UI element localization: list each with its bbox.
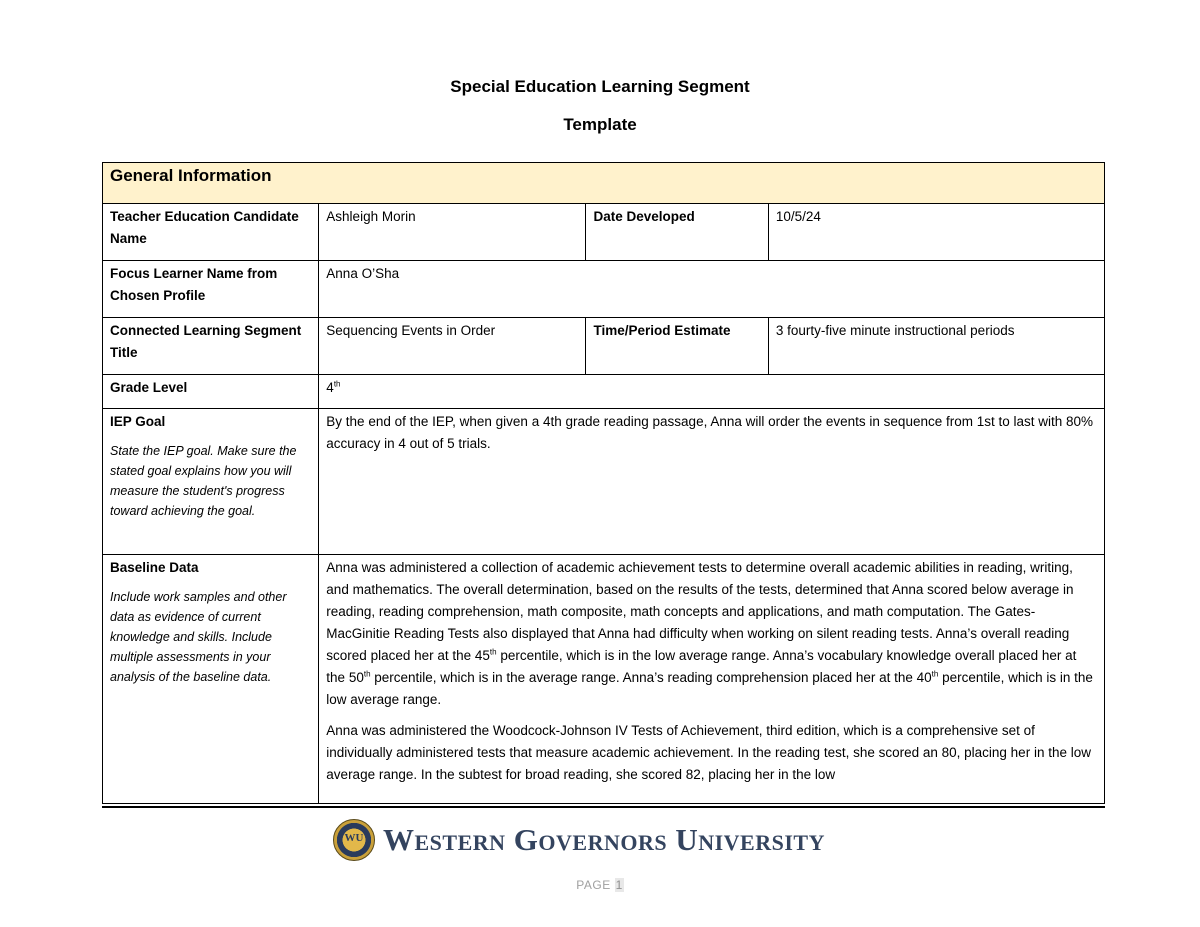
grade-level-label: Grade Level	[103, 375, 319, 409]
time-estimate-label: Time/Period Estimate	[586, 318, 768, 375]
page-number	[0, 878, 1200, 892]
baseline-paragraph-2: Anna was administered the Woodcock-Johnson IV Tests of Achievement, third edition, which is a comprehensive set of individually administered tests that measure academic achievement. In the reading test, she scored an 80, placing her in the low average range. In the subtest for broad reading, she scored 82, placing her in the low	[326, 723, 1091, 782]
page-label: PAGE	[576, 878, 611, 892]
general-information-table	[102, 162, 1105, 804]
page-number-value: 1	[615, 878, 623, 892]
document-title: Special Education Learning Segment	[450, 77, 750, 96]
teacher-name-value: Ashleigh Morin	[319, 204, 586, 261]
iep-goal-value: By the end of the IEP, when given a 4th grade reading passage, Anna will order the events in sequence from 1st to last with 80% accuracy in 4 out of 5 trials.	[319, 409, 1105, 555]
segment-title-label: Connected Learning Segment Title	[103, 318, 319, 375]
wgu-seal-icon: WU	[333, 819, 375, 861]
baseline-data-cell	[103, 555, 319, 804]
baseline-data-hint: Include work samples and other data as evidence of current knowledge and skills. Include multiple assessments in your analysis of the baseline data.	[110, 590, 287, 684]
baseline-data-value	[319, 555, 1105, 804]
teacher-name-label: Teacher Education Candidate Name	[103, 204, 319, 261]
focus-learner-label: Focus Learner Name from Chosen Profile	[103, 261, 319, 318]
iep-goal-label: IEP Goal	[110, 414, 166, 429]
university-wordmark: Western Governors University	[383, 822, 825, 857]
iep-goal-cell	[103, 409, 319, 555]
page-bottom-rule	[102, 806, 1105, 808]
document-subtitle: Template	[563, 115, 637, 134]
section-header: General Information	[103, 163, 1105, 204]
date-developed-label: Date Developed	[586, 204, 768, 261]
grade-level-value: 4th	[319, 375, 1105, 409]
baseline-paragraph-1: Anna was administered a collection of academic achievement tests to determine overall academic abilities in reading, writing, and mathematics. The overall determination, based on the results of the tests, determined that Anna scored below average in reading, reading comprehension, math composite, math concepts and applications, and math computation. The Gates-MacGinitie Reading Tests also displayed that Anna had difficulty when working on silent reading tests. Anna’s overall reading scored placed her at the 45th percentile, which is in the low average range. Anna’s vocabulary knowledge overall placed her at the 50th percentile, which is in the average range. Anna’s reading comprehension placed her at the 40th percentile, which is in the low average range.	[326, 560, 1093, 707]
date-developed-value: 10/5/24	[768, 204, 1104, 261]
baseline-data-label: Baseline Data	[110, 560, 199, 575]
wgu-logo	[333, 818, 825, 862]
segment-title-value: Sequencing Events in Order	[319, 318, 586, 375]
focus-learner-value: Anna O’Sha	[319, 261, 1105, 318]
iep-goal-hint: State the IEP goal. Make sure the stated goal explains how you will measure the student's progress toward achieving the goal.	[110, 444, 297, 518]
time-estimate-value: 3 fourty-five minute instructional periods	[768, 318, 1104, 375]
